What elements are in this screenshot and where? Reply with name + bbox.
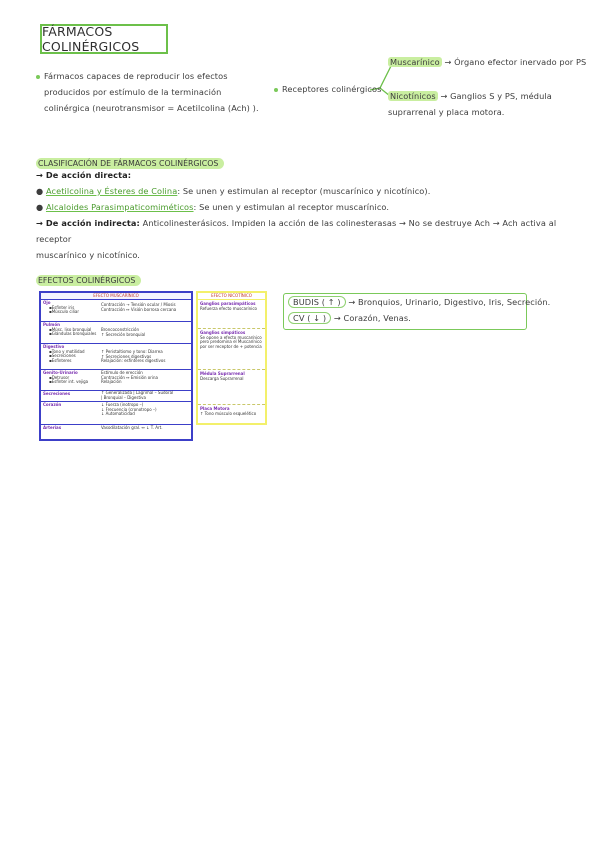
nicotinic-section [198,300,265,329]
classification-heading: CLASIFICACIÓN DE FÁRMACOS COLINÉRGICOS [36,158,224,169]
nicotinic-table [196,291,267,425]
row-parts: ▪Detrusor ▪Esfínter int. vejiga [49,374,89,385]
row-effect: ↑ Peristaltismo y tono: Diarrea ↑ Secreciones digestivas Relajación: esfínteres digestivos [101,349,166,364]
effects-heading: EFECTOS COLINÉRGICOS [36,275,141,286]
nicotinic-section-text: Descarga Suprarrenal [200,375,244,381]
muscarinic-table-header: EFECTO MUSCARÍNICO [41,293,191,300]
nicotinic-section [198,405,265,418]
cv-desc: → Corazón, Venas. [333,313,411,323]
nicotinic-section-text: ↑ Tono músculo esquelético [200,410,257,416]
nicotinic-table-header: EFECTO NICOTÍNICO [198,293,265,300]
title-box [40,24,168,54]
muscarinic-table [39,291,193,441]
row-organ: Pulmón [43,322,60,327]
nicotinic-section [198,370,265,405]
direct-item-1: ● Acetilcolina y Ésteres de Colina: Se unen y estimulan al receptor (muscarínico y nicotínico). [36,186,431,196]
budis-line [288,296,550,308]
row-organ: Ojo [43,300,51,305]
row-organ: Arterias [43,425,62,430]
row-effect: ↓ Fuerza (inotropo –) ↓ Frecuencia (cronotropo –) ↓ Automaticidad [101,402,157,417]
table-row [41,344,191,370]
cv-label: CV ( ↓ ) [288,312,331,324]
page-title: FÁRMACOS COLINÉRGICOS [42,24,140,54]
direct-item-1-desc: : Se unen y estimulan al receptor (muscarínico y nicotínico). [177,186,431,196]
direct-item-1-term: Acetilcolina y Ésteres de Colina [45,186,178,196]
row-effect: Vasodilatación gral. ↔ ↓ T. Art. [101,425,163,430]
classification-body [36,167,586,263]
nicotinic-desc-1: → Ganglios S y PS, médula [440,91,552,101]
row-effect: Broncoconstricción ↑ Secreción bronquial [101,327,146,337]
budis-box [283,293,551,330]
definition-line-1: Fármacos capaces de reproducir los efectos [44,71,228,81]
row-effect: ↑ Generalizada | Lagrimal – Sudoral | Bronquial – Digestiva [101,390,174,400]
receptors-label: Receptores colinérgicos [282,84,382,94]
cv-line [288,312,411,324]
indirect-desc-1: Anticolinesterásicos. Impiden la acción de las colinesterasas → No se destruye Ach → Ach activa al receptor [36,218,557,244]
table-row [41,402,191,425]
direct-item-2-desc: : Se unen y estimulan al receptor muscarínico. [193,202,390,212]
row-organ: Genito-Urinario [43,370,78,375]
nicotinic-section-title: Médula Suprarrenal [200,371,245,376]
definition-line-2: producidos por estímulo de la terminación [44,87,222,97]
nicotinic-section-text: Se opone a efecto muscarínico pero predomina el Muscarínico por ser receptor de + potencia [200,334,262,349]
row-effect: Contracción → Tensión ocular / Miosis Contracción ↔ Visión borrosa cercana [101,302,177,312]
definition [36,68,266,116]
nicotinic-section-title: Ganglios parasimpáticos [200,301,256,306]
definition-line-3: colinérgica (neurotransmisor = Acetilcolina (Ach) ). [44,103,259,113]
row-effect: Estímulo de erección Contracción ↔ Emisión orina Relajación [101,370,158,385]
row-organ: Secreciones [43,391,71,396]
receptors-label-wrap [274,84,381,94]
row-organ: Corazón [43,402,62,407]
nicotinic-section-title: Placa Motora [200,406,230,411]
bullet-dot-icon [36,75,40,79]
nicotinic-desc-2: suprarrenal y placa motora. [388,107,505,117]
direct-item-2: ● Alcaloides Parasimpaticomiméticos: Se unen y estimulan al receptor muscarínico. [36,202,390,212]
table-row [41,322,191,344]
muscarinic-name: Muscarínico [390,57,440,67]
table-row [41,391,191,402]
row-organ: Digestivo [43,344,65,349]
table-row [41,370,191,391]
indirect-line [36,215,586,247]
row-parts: ▪Esfínter iris ▪Músculo ciliar [49,304,79,315]
direct-heading: → De acción directa: [36,170,132,180]
table-row [41,425,191,435]
muscarinic-desc: → Órgano efector inervado por PS [444,57,587,67]
indirect-heading: → De acción indirecta: [36,218,140,228]
effects-heading-wrap [36,268,141,287]
budis-desc: → Bronquios, Urinario, Digestivo, Iris, Secreción. [348,297,551,307]
bullet-dot-icon [274,88,278,92]
nicotinic-name: Nicotínicos [390,91,436,101]
budis-label: BUDIS ( ↑ ) [288,296,346,308]
table-row [41,300,191,322]
nicotinic-section [198,329,265,370]
nicotinic-line [388,88,593,120]
muscarinic-line [388,57,593,67]
direct-item-2-term: Alcaloides Parasimpaticomiméticos [45,202,194,212]
nicotinic-section-text: Refuerza efecto muscarínico [200,305,257,311]
nicotinic-section-title: Ganglios simpáticos [200,330,246,335]
row-parts: ▪Tono y motilidad ▪Secreciones ▪Esfínteres [49,348,85,363]
indirect-desc-2: muscarínico y nicotínico. [36,250,141,260]
row-parts: ▪Músc. liso bronquial ▪Glándulas bronquiales [49,326,97,337]
